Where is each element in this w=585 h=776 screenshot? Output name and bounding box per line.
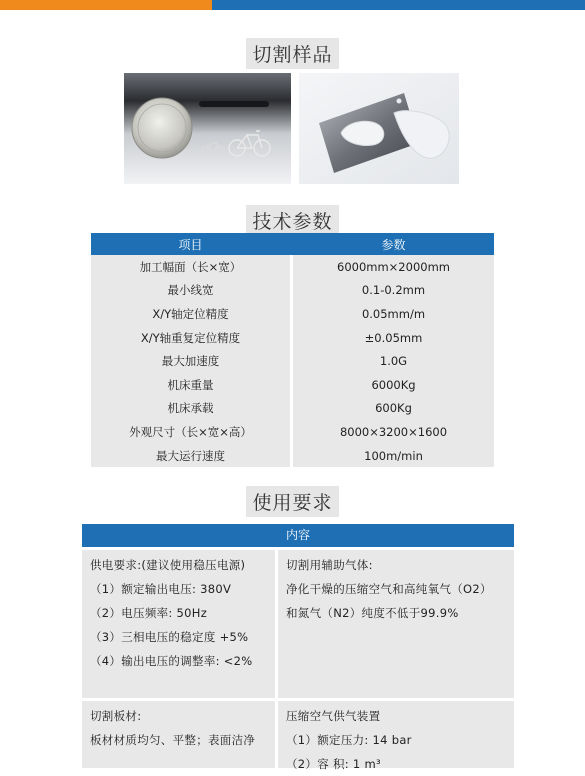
tech-value-cell: 600Kg (292, 397, 495, 421)
tech-item-cell: 外观尺寸（长×宽×高） (91, 420, 292, 444)
tech-value-cell: ±0.05mm (292, 326, 495, 350)
tech-value-cell: 0.05mm/m (292, 302, 495, 326)
table-row (91, 444, 494, 468)
sample-photo-metal-part (299, 73, 459, 184)
list-item: （3）三相电压的稳定度 +5% (90, 630, 249, 644)
list-item: 净化干燥的压缩空气和高纯氧气（O2） (286, 582, 492, 596)
assist-gas-cell (278, 550, 514, 698)
usage-section-title: 使用要求 (0, 486, 585, 517)
tech-section-title: 技术参数 (0, 205, 585, 236)
cutting-sheet-cell (82, 701, 275, 768)
tech-item-cell: 最大运行速度 (91, 444, 292, 468)
table-row (91, 302, 494, 326)
list-item: 和氮气（N2）纯度不低于99.9% (286, 606, 459, 620)
table-row (91, 326, 494, 350)
tech-item-cell: 加工幅面（长×宽） (91, 255, 292, 279)
tech-value-cell: 6000Kg (292, 373, 495, 397)
list-item: （1）额定输出电压: 380V (90, 582, 232, 596)
tech-params-table (91, 233, 494, 467)
table-row (82, 701, 514, 771)
list-item: （1）额定压力: 14 bar (286, 733, 412, 747)
list-item: （2）电压频率: 50Hz (90, 606, 208, 620)
table-row (91, 397, 494, 421)
usage-table-header: 内容 (82, 524, 514, 547)
list-item: （4）输出电压的调整率: <2% (90, 654, 253, 668)
table-row (91, 373, 494, 397)
samples-section-title: 切割样品 (0, 38, 585, 69)
table-row (82, 550, 514, 698)
list-item: 供电要求:(建议使用稳压电源) (90, 558, 246, 572)
power-requirements-cell (82, 550, 275, 698)
tech-header-param: 参数 (292, 233, 495, 255)
tech-value-cell: 0.1-0.2mm (292, 279, 495, 303)
tech-item-cell: X/Y轴定位精度 (91, 302, 292, 326)
tech-item-cell: 机床承载 (91, 397, 292, 421)
top-bar-blue (212, 0, 585, 10)
usage-requirements-table (82, 524, 514, 771)
list-item: 压缩空气供气装置 (286, 709, 381, 723)
list-item: （2）容 积: 1 m³ (286, 757, 381, 771)
table-row (91, 279, 494, 303)
list-item: 切割用辅助气体: (286, 558, 373, 572)
tech-item-cell: 最小线宽 (91, 279, 292, 303)
tech-value-cell: 100m/min (292, 444, 495, 468)
tech-item-cell: 机床重量 (91, 373, 292, 397)
tech-item-cell: 最大加速度 (91, 349, 292, 373)
table-row (91, 420, 494, 444)
tech-item-cell: X/Y轴重复定位精度 (91, 326, 292, 350)
tech-value-cell: 1.0G (292, 349, 495, 373)
sample-photo-coin-bicycle (124, 73, 291, 184)
tech-value-cell: 8000×3200×1600 (292, 420, 495, 444)
top-accent-bar (0, 0, 585, 10)
list-item: 板材材质均匀、平整；表面洁净 (90, 733, 256, 747)
compressed-air-cell (278, 701, 514, 771)
table-row (91, 255, 494, 279)
table-row (91, 349, 494, 373)
tech-header-item: 项目 (91, 233, 292, 255)
tech-value-cell: 6000mm×2000mm (292, 255, 495, 279)
top-bar-orange (0, 0, 212, 10)
list-item: 切割板材: (90, 709, 142, 723)
tech-table-header (91, 233, 494, 255)
